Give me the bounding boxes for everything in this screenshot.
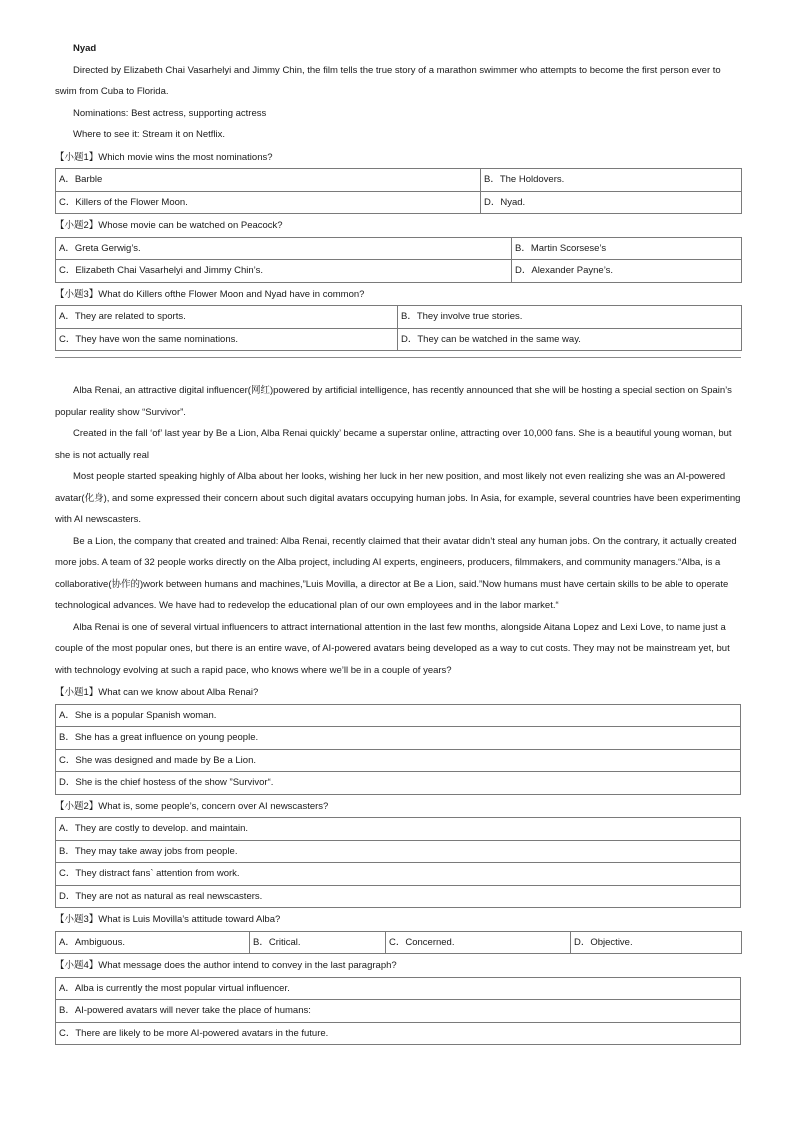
worksheet-page bbox=[55, 38, 741, 1045]
passage2-paragraph: Created in the fall ‘of’ last year by Be a Lion, Alba Renai quickly’ became a superstar online, attracting over 10,000 fans. She is a beautiful young woman, but she is not actually real bbox=[55, 428, 732, 461]
passage1-paragraph: Directed by Elizabeth Chai Vasarhelyi and Jimmy Chin, the film tells the true story of a marathon swimmer who attempts to become the first person ever to swim from Cuba to Florida. bbox=[55, 64, 721, 97]
options-table bbox=[55, 237, 742, 283]
options-row bbox=[56, 818, 741, 841]
options-row bbox=[56, 260, 742, 283]
options-table bbox=[55, 817, 741, 908]
options-table bbox=[55, 168, 742, 214]
option-c[interactable]: C．Concerned. bbox=[386, 931, 571, 954]
question-stem: 【小题3】What do Killers ofthe Flower Moon and Nyad have in common? bbox=[55, 288, 365, 300]
options-table bbox=[55, 704, 741, 795]
option-b[interactable]: B．The Holdovers. bbox=[481, 169, 742, 192]
option-c[interactable]: C．They have won the same nominations. bbox=[56, 328, 398, 351]
question-stem: 【小题2】What is, some people’s, concern over AI newscasters? bbox=[55, 800, 329, 812]
options-row bbox=[56, 1022, 741, 1045]
options-table bbox=[55, 305, 742, 351]
passage2-paragraph: Be a Lion, the company that created and trained: Alba Renai, recently claimed that their avatar didn’t steal any human jobs. On the contrary, it actually created more jobs. A team of 32 people works directly on the Alba project, including AI experts, engineers, producers, filmmakers, and community managers.“Alba, is a collaborative(协作的)work between humans and machines,”Luis Movilla, a director at Be a Lion, said.”Now humans must have certain skills to be able to operate technological advances. We have had to redevelop the educational plan of our own employees and in the labor market.“ bbox=[55, 535, 737, 611]
option-b[interactable]: B．She has a great influence on young people. bbox=[56, 727, 741, 750]
options-row bbox=[56, 931, 742, 954]
options-row bbox=[56, 191, 742, 214]
option-c[interactable]: C．She was designed and made by Be a Lion. bbox=[56, 749, 741, 772]
option-d[interactable]: D．Nyad. bbox=[481, 191, 742, 214]
option-a[interactable]: A．Barble bbox=[56, 169, 481, 192]
option-c[interactable]: C．Elizabeth Chai Vasarhelyi and Jimmy Chin’s. bbox=[56, 260, 512, 283]
options-row bbox=[56, 169, 742, 192]
option-a[interactable]: A．They are costly to develop. and maintain. bbox=[56, 818, 741, 841]
question-stem: 【小题1】What can we know about Alba Renai? bbox=[55, 687, 259, 698]
options-table bbox=[55, 977, 741, 1046]
question-stem: 【小题2】Whose movie can be watched on Peacock? bbox=[55, 220, 283, 231]
options-row bbox=[56, 1000, 741, 1023]
question-stem: 【小题3】What is Luis Movilla’s attitude toward Alba? bbox=[55, 914, 281, 925]
option-a[interactable]: A．She is a popular Spanish woman. bbox=[56, 704, 741, 727]
option-a[interactable]: A．Ambiguous. bbox=[56, 931, 250, 954]
options-row bbox=[56, 328, 742, 351]
options-row bbox=[56, 727, 741, 750]
option-b[interactable]: B．They may take away jobs from people. bbox=[56, 840, 741, 863]
option-b[interactable]: B．Martin Scorsese’s bbox=[512, 237, 742, 260]
option-d[interactable]: D．She is the chief hostess of the show ”Survivor“. bbox=[56, 772, 741, 795]
options-row bbox=[56, 306, 742, 329]
option-d[interactable]: D．Objective. bbox=[571, 931, 742, 954]
option-a[interactable]: A．They are related to sports. bbox=[56, 306, 398, 329]
passage1-title: Nyad bbox=[73, 43, 97, 54]
passage1-paragraph: Where to see it: Stream it on Netflix. bbox=[73, 129, 226, 140]
passage1-paragraph: Nominations: Best actress, supporting actress bbox=[73, 107, 267, 119]
options-row bbox=[56, 863, 741, 886]
section-divider bbox=[55, 357, 741, 358]
option-c[interactable]: C．There are likely to be more AI-powered avatars in the future. bbox=[56, 1022, 741, 1045]
options-row bbox=[56, 885, 741, 908]
option-a[interactable]: A．Greta Gerwig’s. bbox=[56, 237, 512, 260]
options-row bbox=[56, 772, 741, 795]
option-d[interactable]: D．They are not as natural as real newscasters. bbox=[56, 885, 741, 908]
options-row bbox=[56, 977, 741, 1000]
option-d[interactable]: D．They can be watched in the same way. bbox=[398, 328, 742, 351]
option-b[interactable]: B．Critical. bbox=[250, 931, 386, 954]
options-row bbox=[56, 704, 741, 727]
option-d[interactable]: D．Alexander Payne’s. bbox=[512, 260, 742, 283]
option-a[interactable]: A．Alba is currently the most popular virtual influencer. bbox=[56, 977, 741, 1000]
options-row bbox=[56, 749, 741, 772]
passage2-paragraph: Most people started speaking highly of Alba about her looks, wishing her luck in her new position, and most likely not even realizing she was an AI-powered avatar(化身), and some expressed their concern about such digital avatars occupying human jobs. In Asia, for example, several countries have been experimenting with AI newscasters. bbox=[55, 471, 741, 525]
option-b[interactable]: B．AI-powered avatars will never take the place of humans: bbox=[56, 1000, 741, 1023]
option-b[interactable]: B．They involve true stories. bbox=[398, 306, 742, 329]
option-c[interactable]: C．They distract fans` attention from work. bbox=[56, 863, 741, 886]
options-row bbox=[56, 237, 742, 260]
question-stem: 【小题4】What message does the author intend to convey in the last paragraph? bbox=[55, 960, 397, 971]
options-table bbox=[55, 931, 742, 955]
option-c[interactable]: C．Killers of the Flower Moon. bbox=[56, 191, 481, 214]
passage2-paragraph: Alba Renai, an attractive digital influencer(网红)powered by artificial intelligence, has recently announced that she will be hosting a special section on Spain’s popular reality show “Survivor”. bbox=[55, 385, 732, 418]
options-row bbox=[56, 840, 741, 863]
question-stem: 【小题1】Which movie wins the most nominations? bbox=[55, 151, 273, 163]
passage2-paragraph: Alba Renai is one of several virtual influencers to attract international attention in the last few months, alongside Aitana Lopez and Lexi Love, to name just a couple of the most popular ones, but there is an entire wave, of AI-powered avatars being developed as a way to cut costs. They may not be mainstream yet, but with technology evolving at such a rapid pace, who knows where we’ll be in a couple of years? bbox=[55, 621, 730, 676]
